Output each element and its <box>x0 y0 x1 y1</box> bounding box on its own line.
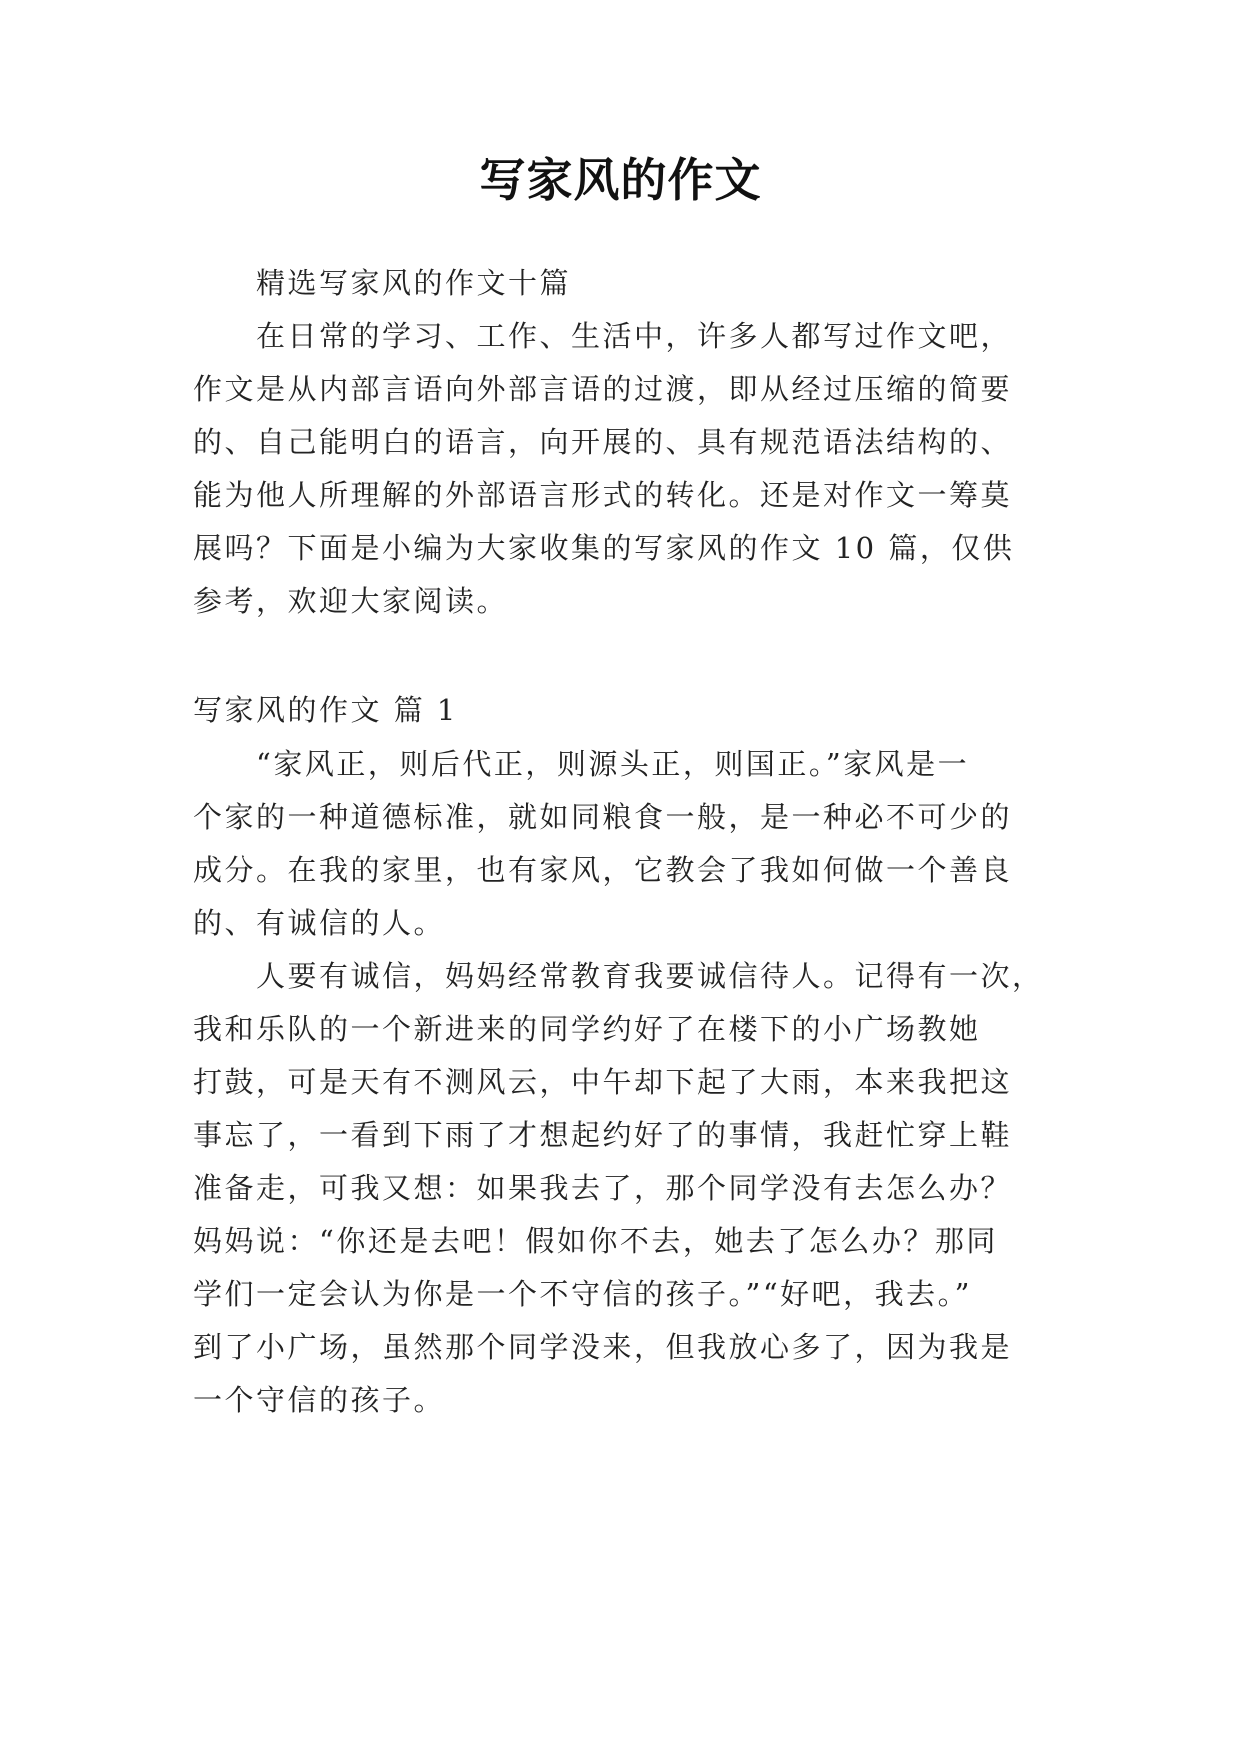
paragraph-line: 学们一定会认为你是一个不守信的孩子。”“好吧，我去。” <box>193 1277 972 1311</box>
paragraph-line: 事忘了，一看到下雨了才想起约好了的事情，我赶忙穿上鞋 <box>193 1118 1013 1152</box>
paragraph-line: “家风正，则后代正，则源头正，则国正。”家风是一 <box>256 747 970 781</box>
document-title: 写家风的作文 <box>479 153 762 207</box>
paragraph-line: 的、有诚信的人。 <box>193 906 446 940</box>
paragraph-line: 准备走，可我又想：如果我去了，那个同学没有去怎么办？ <box>193 1171 1013 1205</box>
paragraph-line: 到了小广场，虽然那个同学没来，但我放心多了，因为我是 <box>193 1330 1013 1364</box>
intro-line: 作文是从内部言语向外部言语的过渡，即从经过压缩的简要 <box>193 372 1013 406</box>
paragraph-line: 打鼓，可是天有不测风云，中午却下起了大雨，本来我把这 <box>193 1065 1013 1099</box>
section-heading: 写家风的作文 篇 1 <box>193 693 458 727</box>
paragraph-line: 成分。在我的家里，也有家风，它教会了我如何做一个善良 <box>193 853 1013 887</box>
intro-line: 在日常的学习、工作、生活中，许多人都写过作文吧， <box>256 319 1013 353</box>
paragraph-line: 个家的一种道德标准，就如同粮食一般，是一种必不可少的 <box>193 800 1013 834</box>
paragraph-line: 人要有诚信，妈妈经常教育我要诚信待人。记得有一次， <box>256 959 1044 993</box>
paragraph-line: 一个守信的孩子。 <box>193 1383 446 1417</box>
paragraph-line: 我和乐队的一个新进来的同学约好了在楼下的小广场教她 <box>193 1012 981 1046</box>
intro-line: 参考，欢迎大家阅读。 <box>193 584 509 618</box>
paragraph-line: 妈妈说：“你还是去吧！假如你不去，她去了怎么办？那同 <box>193 1224 998 1258</box>
intro-line: 的、自己能明白的语言，向开展的、具有规范语法结构的、 <box>193 425 1013 459</box>
intro-line: 展吗？下面是小编为大家收集的写家风的作文 10 篇，仅供 <box>193 531 1015 565</box>
intro-line: 能为他人所理解的外部语言形式的转化。还是对作文一筹莫 <box>193 478 1013 512</box>
subtitle: 精选写家风的作文十篇 <box>256 266 572 300</box>
